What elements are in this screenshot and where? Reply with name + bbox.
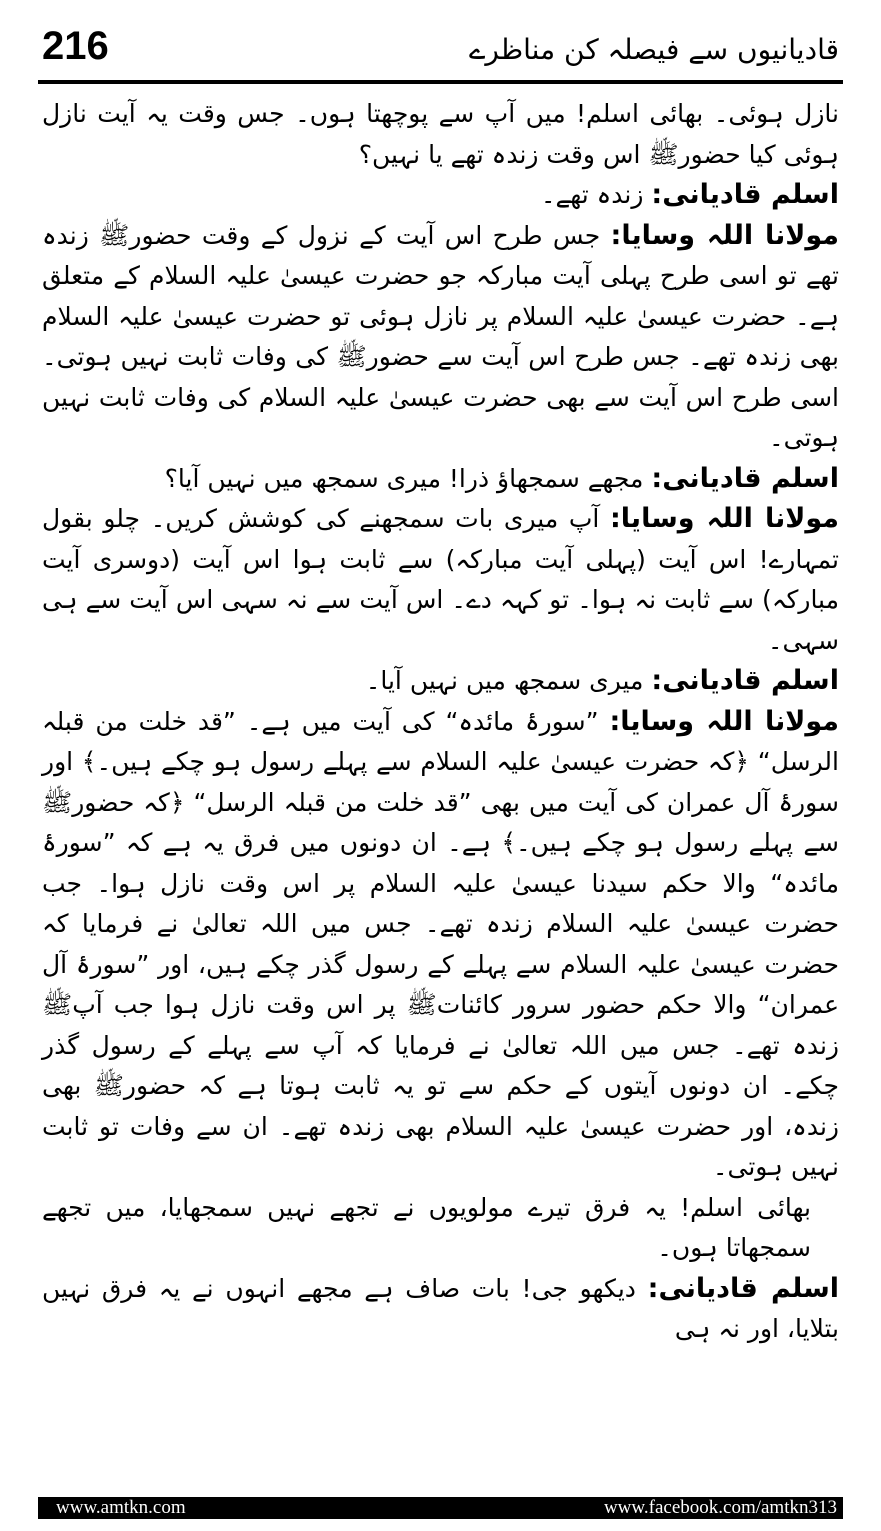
paragraph-text: نازل ہوئی۔ بھائی اسلم! میں آپ سے پوچھتا ہوں۔ جس وقت یہ آیت نازل ہوئی کیا حضورﷺ اس وقت زندہ تھے یا نہیں؟	[42, 99, 839, 169]
paragraph	[42, 1188, 839, 1269]
paragraph	[42, 216, 839, 459]
facebook-link[interactable]: www.facebook.com/amtkn313	[603, 1497, 837, 1518]
paragraph	[42, 499, 839, 661]
paragraph-text: جس طرح اس آیت کے نزول کے وقت حضورﷺ زندہ تھے تو اسی طرح پہلی آیت مبارکہ جو حضرت عیسیٰ علیہ السلام کے متعلق ہے۔ حضرت عیسیٰ علیہ السلام پر نازل ہوئی تو حضرت عیسیٰ علیہ السلام بھی زندہ تھے۔ جس طرح اس آیت سے حضورﷺ کی وفات ثابت نہیں ہوتی۔ اسی طرح اس آیت سے بھی حضرت عیسیٰ علیہ السلام کی وفات ثابت نہیں ہوتی۔	[42, 220, 839, 452]
speaker-label: مولانا اللہ وسایا:	[610, 219, 839, 251]
paragraph	[42, 661, 839, 702]
paragraph	[42, 94, 839, 175]
paragraph-text: زندہ تھے۔	[540, 180, 644, 209]
speaker-label: اسلم قادیانی:	[647, 1272, 839, 1304]
paragraph	[42, 1269, 839, 1350]
paragraph-text: آپ میری بات سمجھنے کی کوشش کریں۔ چلو بقول تمہارے! اس آیت (پہلی آیت مبارکہ) سے ثابت ہوا اس آیت (دوسری آیت مبارکہ) سے ثابت نہ ہوا۔ تو کہہ دے۔ اس آیت سے نہ سہی اس آیت سے ہی سہی۔	[42, 504, 839, 655]
speaker-label: اسلم قادیانی:	[651, 179, 839, 210]
speaker-label: مولانا اللہ وسایا:	[609, 705, 839, 737]
page-body	[42, 94, 839, 1350]
paragraph	[42, 459, 839, 500]
header-rule	[38, 80, 843, 84]
paragraph	[42, 175, 839, 216]
website-link[interactable]: www.amtkn.com	[56, 1497, 186, 1518]
footer-bar	[38, 1497, 843, 1519]
running-title: قادیانیوں سے فیصلہ کن مناظرے	[468, 33, 839, 66]
paragraph-text: ”سورۂ مائدہ“ کی آیت میں ہے۔ ”قد خلت من قبلہ الرسل“ ﴿کہ حضرت عیسیٰ علیہ السلام سے پہلے رسول ہو چکے ہیں۔﴾ اور سورۂ آل عمران کی آیت میں بھی ”قد خلت من قبلہ الرسل“ ﴿کہ حضورﷺ سے پہلے رسول ہو چکے ہیں۔﴾ ہے۔ ان دونوں میں فرق یہ ہے کہ ”سورۂ مائدہ“ والا حکم سیدنا عیسیٰ علیہ السلام پر اس وقت نازل ہوا۔ جب حضرت عیسیٰ علیہ السلام زندہ تھے۔ جس میں اللہ تعالیٰ نے فرمایا کہ حضرت عیسیٰ علیہ السلام سے پہلے کے رسول گذر چکے ہیں، اور ”سورۂ آل عمران“ والا حکم حضور سرور کائناتﷺ پر اس وقت نازل ہوا جب آپﷺ زندہ تھے۔ جس میں اللہ تعالیٰ نے فرمایا کہ آپ سے پہلے کے رسول گذر چکے۔ ان دونوں آیتوں کے حکم سے تو یہ ثابت ہوتا ہے کہ حضورﷺ بھی زندہ، اور حضرت عیسیٰ علیہ السلام بھی زندہ تھے۔ ان سے وفات تو ثابت نہیں ہوتی۔	[42, 706, 839, 1181]
paragraph-text: مجھے سمجھاؤ ذرا! میری سمجھ میں نہیں آیا؟	[164, 463, 644, 493]
paragraph-text: بھائی اسلم! یہ فرق تیرے مولویوں نے تجھے نہیں سمجھایا، میں تجھے سمجھاتا ہوں۔	[42, 1192, 811, 1262]
speaker-label: مولانا اللہ وسایا:	[610, 503, 840, 534]
paragraph-text: میری سمجھ میں نہیں آیا۔	[365, 666, 644, 695]
paragraph-text: دیکھو جی! بات صاف ہے مجھے انہوں نے یہ فرق نہیں بتلایا، اور نہ ہی	[42, 1273, 839, 1343]
speaker-label: اسلم قادیانی:	[651, 462, 839, 494]
speaker-label: اسلم قادیانی:	[651, 665, 839, 696]
paragraph	[42, 702, 839, 1188]
page-number: 216	[42, 24, 109, 68]
